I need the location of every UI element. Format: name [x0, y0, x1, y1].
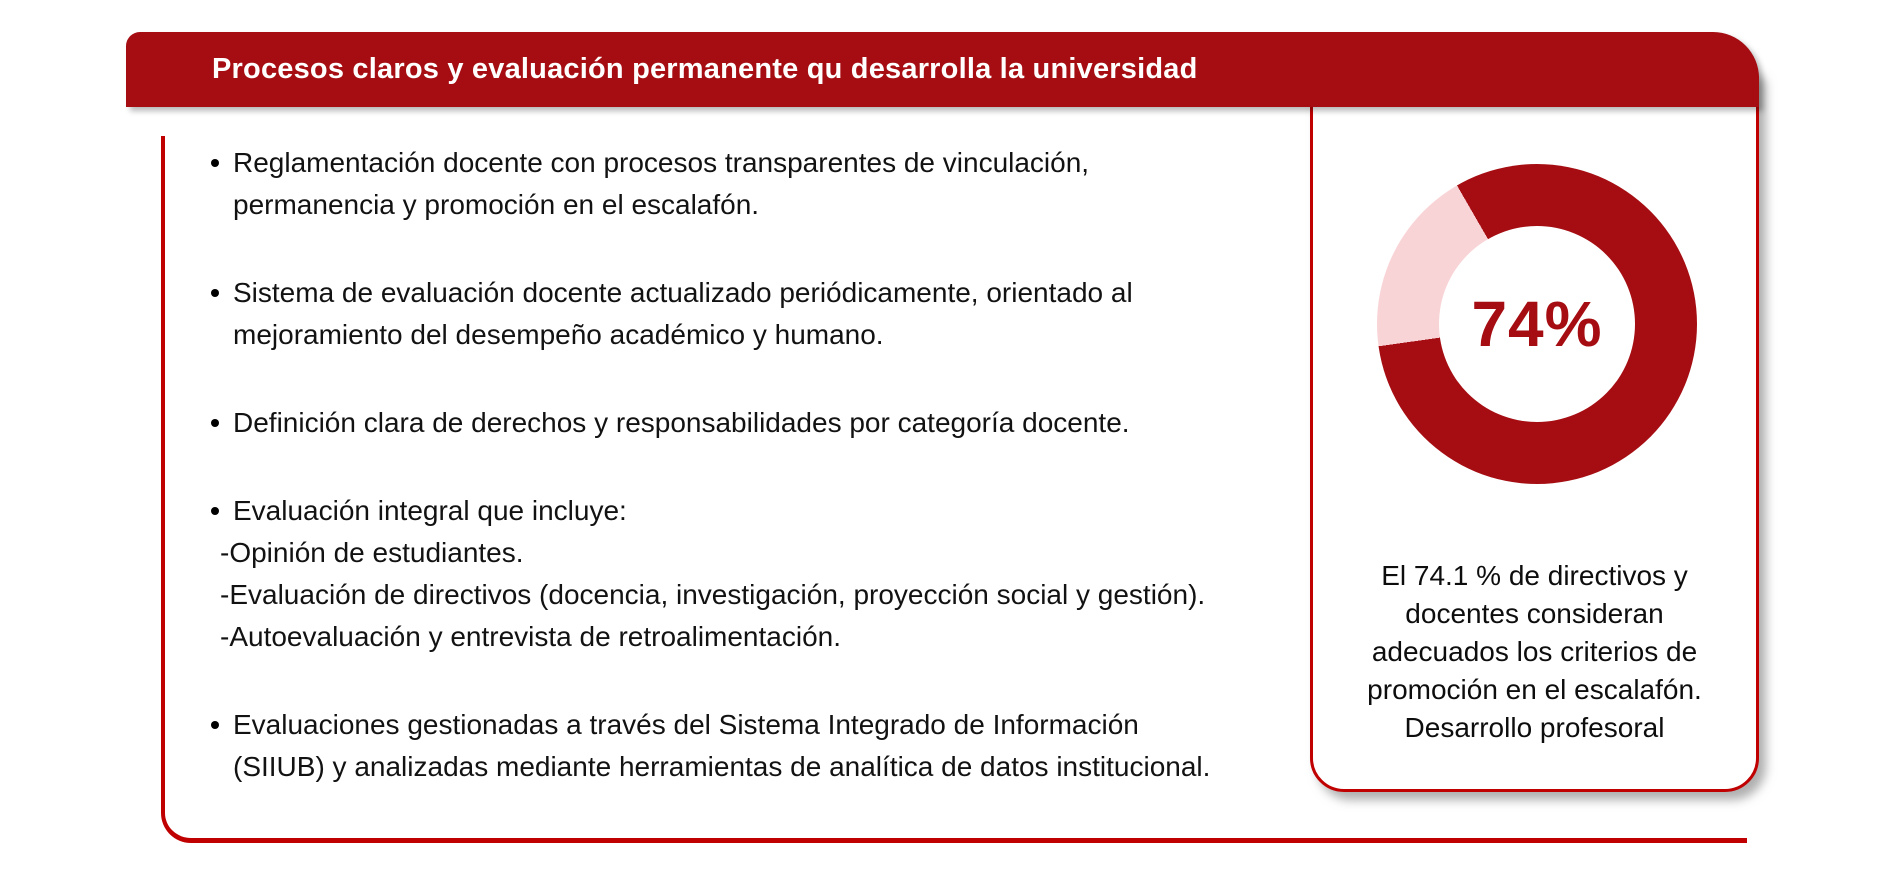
bullet-subitem: -Autoevaluación y entrevista de retroalimentación. — [220, 621, 842, 652]
bullet-text — [233, 142, 1315, 226]
bullet-dot-icon — [211, 159, 219, 167]
list-item — [165, 402, 1315, 444]
bullet-line: permanencia y promoción en el escalafón. — [233, 189, 760, 220]
stat-caption-line: El 74.1 % de directivos y — [1381, 560, 1688, 591]
bullet-dot-icon — [211, 419, 219, 427]
bullet-list — [165, 142, 1315, 834]
stat-caption-line: docentes consideran — [1405, 598, 1664, 629]
list-item — [165, 142, 1315, 226]
stat-caption-line: Desarrollo profesoral — [1404, 712, 1665, 743]
bullet-dot-icon — [211, 507, 219, 515]
bullet-line: Definición clara de derechos y responsabilidades por categoría docente. — [233, 407, 1130, 438]
bullet-line: Sistema de evaluación docente actualizado periódicamente, orientado al — [233, 277, 1133, 308]
bullet-line: Evaluación integral que incluye: — [233, 495, 627, 526]
bullet-text — [233, 272, 1315, 356]
bullet-dot-icon — [211, 721, 219, 729]
list-item — [165, 272, 1315, 356]
bullet-line: (SIIUB) y analizadas mediante herramientas de analítica de datos institucional. — [233, 751, 1211, 782]
bullet-line: Reglamentación docente con procesos transparentes de vinculación, — [233, 147, 1090, 178]
page-title: Procesos claros y evaluación permanente qu desarrolla la universidad — [212, 53, 1198, 85]
bullet-subitem: -Opinión de estudiantes. — [220, 537, 524, 568]
bullet-line: mejoramiento del desempeño académico y humano. — [233, 319, 884, 350]
bullet-text — [233, 704, 1315, 788]
bullet-subitem: -Evaluación de directivos (docencia, investigación, proyección social y gestión). — [220, 579, 1206, 610]
stat-caption-line: adecuados los criterios de — [1371, 636, 1698, 667]
bullet-dot-icon — [211, 289, 219, 297]
header-bar — [126, 32, 1759, 107]
donut-hole — [1439, 226, 1635, 422]
bullet-text — [233, 402, 1315, 444]
donut-chart — [1377, 164, 1697, 484]
list-item — [165, 490, 1315, 658]
donut-percent-label: 74% — [1471, 288, 1603, 360]
list-item — [165, 704, 1315, 788]
stat-caption — [1313, 557, 1756, 747]
bullet-text — [220, 490, 1315, 658]
bullet-line: Evaluaciones gestionadas a través del Sistema Integrado de Información — [233, 709, 1139, 740]
stat-card — [1310, 68, 1759, 792]
stat-caption-line: promoción en el escalafón. — [1367, 674, 1702, 705]
